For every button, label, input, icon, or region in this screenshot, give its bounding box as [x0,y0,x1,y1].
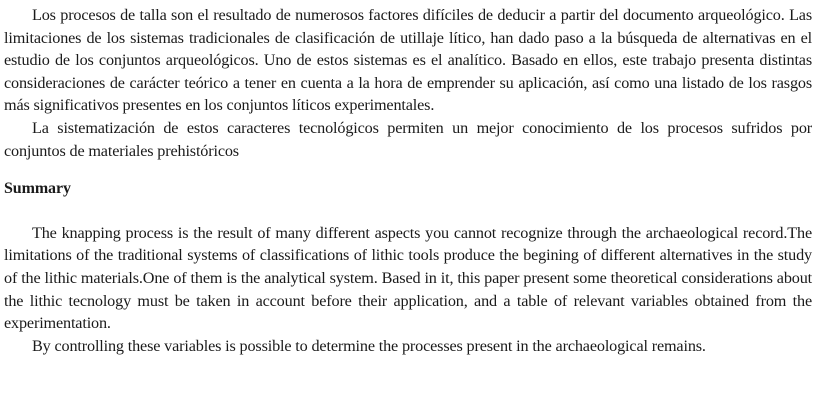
resumen-section [4,4,812,162]
summary-paragraph-2: By controlling these variables is possible to determine the processes present in the archaeological remains. [32,336,706,355]
resumen-paragraph-1: Los procesos de talla son el resultado de numerosos factores difíciles de deducir a partir del documento arqueológico. Las limitaciones de los sistemas tradicionales de clasificación de utillaje lítico, han dado paso a la búsqueda de alternativas en el estudio de los conjuntos arqueológicos. Uno de estos sistemas es el analítico. Basado en ellos, este trabajo presenta distintas consideraciones de carácter teórico a tener en cuenta a la hora de emprender su aplicación, así como una listado de los rasgos más significativos presentes en los conjuntos líticos experimentales. [4,6,812,115]
summary-section [4,222,812,358]
resumen-paragraph-2: La sistematización de estos caracteres tecnológicos permiten un mejor conocimiento de los procesos sufridos por conjuntos de materiales prehistóricos [4,118,812,160]
document-page [4,0,812,357]
summary-paragraph-1: The knapping process is the result of many different aspects you cannot recognize through the archaeological record.The limitations of the traditional systems of classifications of lithic tools produce the begining of different alternatives in the study of the lithic materials.One of them is the analytical system. Based in it, this paper present some theoretical considerations about the lithic tecnology must be taken in account before their application, and a table of relevant variables obtained from the experimentation. [4,223,812,333]
summary-heading: Summary [4,180,71,198]
